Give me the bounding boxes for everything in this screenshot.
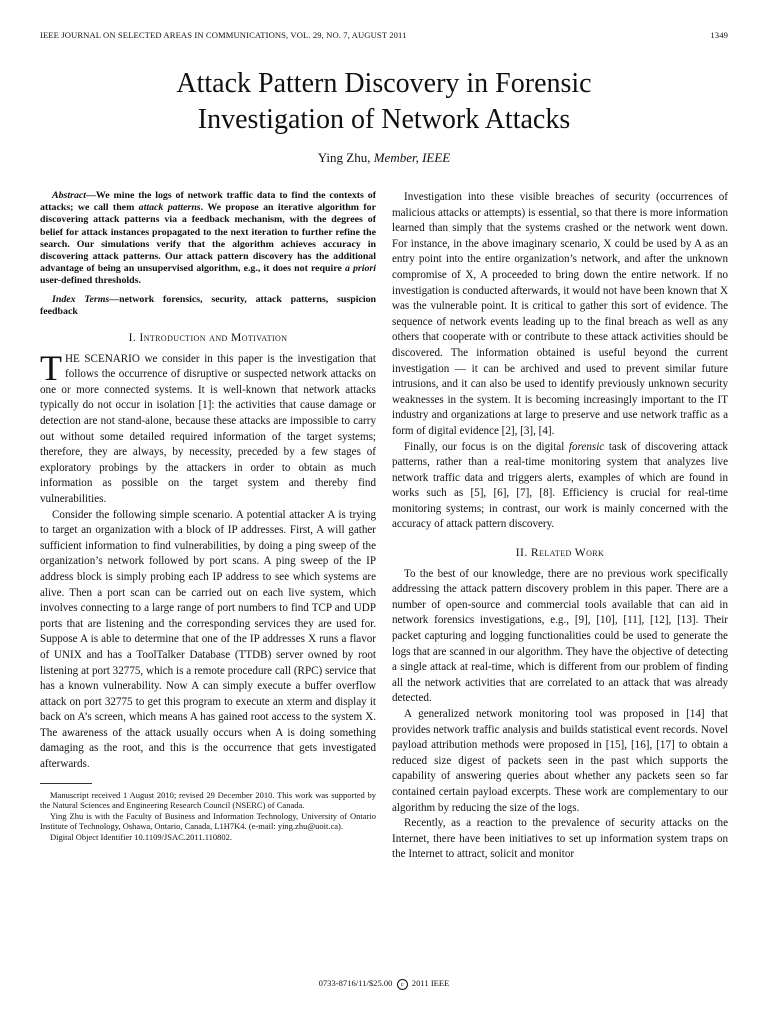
copyright-price: 0733-8716/11/$25.00 <box>318 978 393 988</box>
intro-p1-text: we consider in this paper is the investigation that follows the occurrence of disruptive or suspected network attacks on one or more connected systems. It is well-known that network attacks typically do not occur in isolation [1]: the activities that cause damage or detection are not stand-alone, because these attacks are impossible to carry out without some detailed required information of the target systems; therefore, they are always, by necessity, preceded by a few stages of exploratory probings by the attackers in order to obtain as much information as possible on the target system and thereby find vulnerabilities. <box>40 352 376 505</box>
author-line <box>40 150 728 166</box>
footnote-doi: Digital Object Identifier 10.1109/JSAC.2011.110802. <box>50 832 233 843</box>
abstract-label: Abstract <box>52 190 87 201</box>
title-line-1: Attack Pattern Discovery in Forensic <box>176 68 592 99</box>
abstract <box>40 190 376 288</box>
abstract-text-c: user-defined thresholds. <box>40 275 141 287</box>
index-terms-label: Index Terms <box>52 293 110 305</box>
intro-lead: HE SCENARIO <box>65 352 140 365</box>
abstract-text-a: We mine the logs of network traffic data to find the contexts of attacks; we call them <box>40 190 376 214</box>
section-1-heading: I. Introduction and Motivation <box>128 331 288 345</box>
footnote-rule <box>40 783 92 784</box>
left-column <box>40 190 376 843</box>
drop-cap: T <box>40 347 62 388</box>
right-p2-b: task of discovering attack patterns, rather than a real-time monitoring system that analyzes live network traffic data and triggers alerts, examples of which are found in works such as [5], [6], [7], [8]. Efficiency is crucial for real-time monitoring systems; in contrast, our work is mainly concerned with the accuracy of attack pattern discovery. <box>392 440 728 531</box>
right-paragraph-1: Investigation into these visible breaches of security (occurrences of malicious attacks or attempts) is essential, so that there is more information learned than simply that the systems crashed or the network went down. For instance, in the above imaginary scenario, X could be used by A as an entry point into the entire organization’s network, and after the unknown compromise of X, A proceeded to bring down the entire network. If no investigation is conducted afterwards, it would not have been known that X was the vulnerable point. It is critical to gather this sort of evidence. The sequence of network events leading up to the final breach as well as any others that cooperate with or contribute to these attack activities should be discovered. The information obtained is useful beyond the current investigation — it can be archived and used to prevent similar future intrusions, and it can also be used to identify previously unknown security weaknesses in the system. It is becoming increasingly important to the IT industry and organizations at large to preserve and use network traffic as a form of digital evidence [2], [3], [4]. <box>392 191 728 437</box>
copyright-year: 2011 IEEE <box>411 978 450 988</box>
running-head <box>40 30 728 44</box>
right-p2-a: Finally, our focus is on the digital <box>404 440 569 453</box>
intro-paragraph-1 <box>40 347 376 508</box>
forensic-term: forensic <box>568 440 605 453</box>
copyright-icon: c <box>397 979 408 990</box>
journal-name: IEEE JOURNAL ON SELECTED AREAS IN COMMUNICATIONS, VOL. 29, NO. 7, AUGUST 2011 <box>40 30 407 40</box>
index-terms-text: network forensics, security, attack patterns, suspicion feedback <box>40 293 377 317</box>
abstract-term: attack patterns <box>138 202 201 214</box>
author-name: Ying Zhu, <box>317 150 371 165</box>
author-membership: Member, IEEE <box>373 150 451 165</box>
related-paragraph-3: Recently, as a reaction to the prevalence of security attacks on the Internet, there have been initiatives to set up information system traps on the Internet to attract, solicit and monitor <box>392 817 728 861</box>
copyright-line <box>40 978 728 990</box>
right-column <box>392 190 728 863</box>
title-line-2: Investigation of Network Attacks <box>197 104 571 135</box>
abstract-dash: — <box>86 190 96 201</box>
footnote-manuscript: Manuscript received 1 August 2010; revised 29 December 2010. This work was supported by the Natural Sciences and Engineering Research Council (NSERC) of Canada. <box>40 789 376 811</box>
paper-title <box>40 66 728 138</box>
abstract-apriori: a priori <box>344 263 376 275</box>
index-terms <box>40 294 376 318</box>
related-paragraph-1: To the best of our knowledge, there are no previous work specifically addressing the attack pattern discovery problem in this paper. There are a number of open-source and commercial tools available that can aid in network forensics investigations, e.g., [9], [10], [11], [12], [13]. Their packet capturing and logging functionalities could be used to generate the logs that are scanned in our algorithm. They have the objective of detecting a single attack at real-time, which is different from our problem of finding all the network activities that are correlated to an attack that was already detected. <box>392 567 728 705</box>
footnote-affiliation: Ying Zhu is with the Faculty of Business and Information Technology, University of Ontario Institute of Technology, Oshawa, Ontario, Canada, L1H7K4. (e-mail: ying.zhu@uoit.ca). <box>40 810 376 832</box>
related-paragraph-2: A generalized network monitoring tool was proposed in [14] that provides network traffic analysis and builds statistical event records. Novel payload attribution methods were proposed in [15], [16], [17] to obtain a reduced size digest of packets seen in the past which supports the capability of answering queries about whether any packets seen so far contained certain payload excerpts. These work are complementary to our algorithm by reducing the size of the logs. <box>392 708 728 814</box>
abstract-text-b: . We propose an iterative algorithm for discovering attack patterns via a feedback mechanism, with the degrees of belief for attack instances propagated to the next iteration to further refine the search. Our simulations verify that the algorithm achieves accuracy in discovering attack patterns. Our attack pattern discovery has the additional advantage of being an unsupervised algorithm, e.g., it does not require <box>40 202 377 275</box>
page-number: 1349 <box>710 30 728 40</box>
intro-paragraph-2: Consider the following simple scenario. A potential attacker A is trying to target an organization with a block of IP addresses. First, A will gather sufficient information to find vulnerabilities, by doing a ping sweep of the organization’s network followed by port scans. A ping sweep of the IP address block is simply probing each IP address to see which systems are alive. Then a port scan can be carried out on each live system, which involves connecting to a large range of port numbers to find TCP and UDP ports that are listening and the corresponding services they are used for. Suppose A is able to determine that one of the IP addresses X runs a flavor of UNIX and has a ToolTalker Database (TTDB) server owned by root listening at port 32775, which is a remote procedure call (RPC) service that has a known vulnerability. Now A can simply execute a buffer overflow attack on port 32775 to get this program to execute an xterm and display it back on A’s screen, which means A has gained root access to the system X. The awareness of the attack usually occurs when A is doing something damaging as the root, and this is the occurrence that gets investigated afterwards. <box>40 508 376 771</box>
index-terms-dash: — <box>109 293 120 305</box>
right-paragraph-2 <box>392 440 728 534</box>
section-2-heading: II. Related Work <box>515 546 605 560</box>
